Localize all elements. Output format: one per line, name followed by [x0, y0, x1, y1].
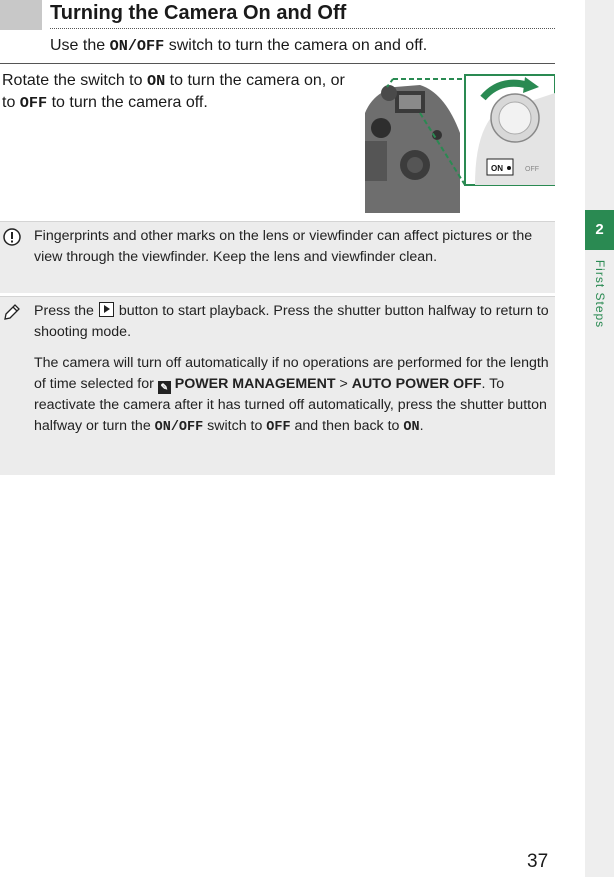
tip-text-run: .: [419, 418, 424, 434]
menu-item-power-management: POWER MANAGEMENT: [174, 376, 336, 392]
on-label: ON: [146, 72, 166, 90]
subtitle-text: switch to turn the camera on and off.: [164, 37, 428, 54]
chapter-number: 2: [585, 210, 614, 250]
body-paragraph: [2, 70, 352, 114]
setup-menu-icon: ✎: [158, 381, 171, 394]
tip-paragraph: [34, 353, 552, 438]
page-title: Turning the Camera On and Off: [50, 2, 347, 24]
section-marker: [0, 0, 42, 30]
switch-off-text: OFF: [525, 166, 539, 173]
camera-switch-illustration: [365, 73, 555, 213]
on-label: ON: [403, 420, 420, 435]
off-label: OFF: [266, 420, 291, 435]
caution-note: [0, 221, 555, 293]
menu-item-auto-power-off: AUTO POWER OFF: [351, 376, 482, 392]
body-text: to turn the camera on, or to: [2, 72, 345, 111]
section-subtitle: [50, 35, 427, 57]
tip-text-run: . To reactivate the camera after it has turned off automatically, press the shutter button halfway or turn the: [34, 376, 547, 434]
menu-separator: >: [335, 376, 352, 392]
body-text: to turn the camera off.: [47, 94, 208, 111]
switch-label: ON/OFF: [109, 37, 165, 55]
tip-text-run: and then back to: [290, 418, 404, 434]
chapter-sidebar: [585, 0, 614, 877]
switch-label: ON/OFF: [154, 420, 204, 435]
tip-text-run: button to start playback. Press the shutter button halfway to return to shooting mode.: [34, 303, 549, 340]
tip-note: [0, 296, 555, 475]
switch-on-text: ON: [491, 164, 503, 173]
tip-text: [34, 301, 552, 438]
title-underline: [50, 28, 555, 29]
caution-text: Fingerprints and other marks on the lens or viewfinder can affect pictures or the view through the viewfinder. Keep the lens and viewfinder clean.: [34, 228, 533, 265]
pencil-note-icon: [3, 303, 21, 321]
tip-text-run: switch to: [203, 418, 267, 434]
body-text: Rotate the switch to: [2, 72, 147, 89]
tip-text-run: Press the: [34, 303, 98, 319]
page-number: 37: [527, 851, 549, 872]
section-divider: [0, 63, 555, 64]
subtitle-text: Use the: [50, 37, 110, 54]
tip-paragraph: [34, 301, 552, 343]
caution-icon: [3, 228, 21, 246]
playback-button-icon: [99, 302, 114, 317]
off-label: OFF: [19, 94, 48, 112]
chapter-label: First Steps: [593, 259, 607, 329]
tip-text-run: The camera will turn off automatically if no operations are performed for the length of time selected for: [34, 355, 549, 392]
